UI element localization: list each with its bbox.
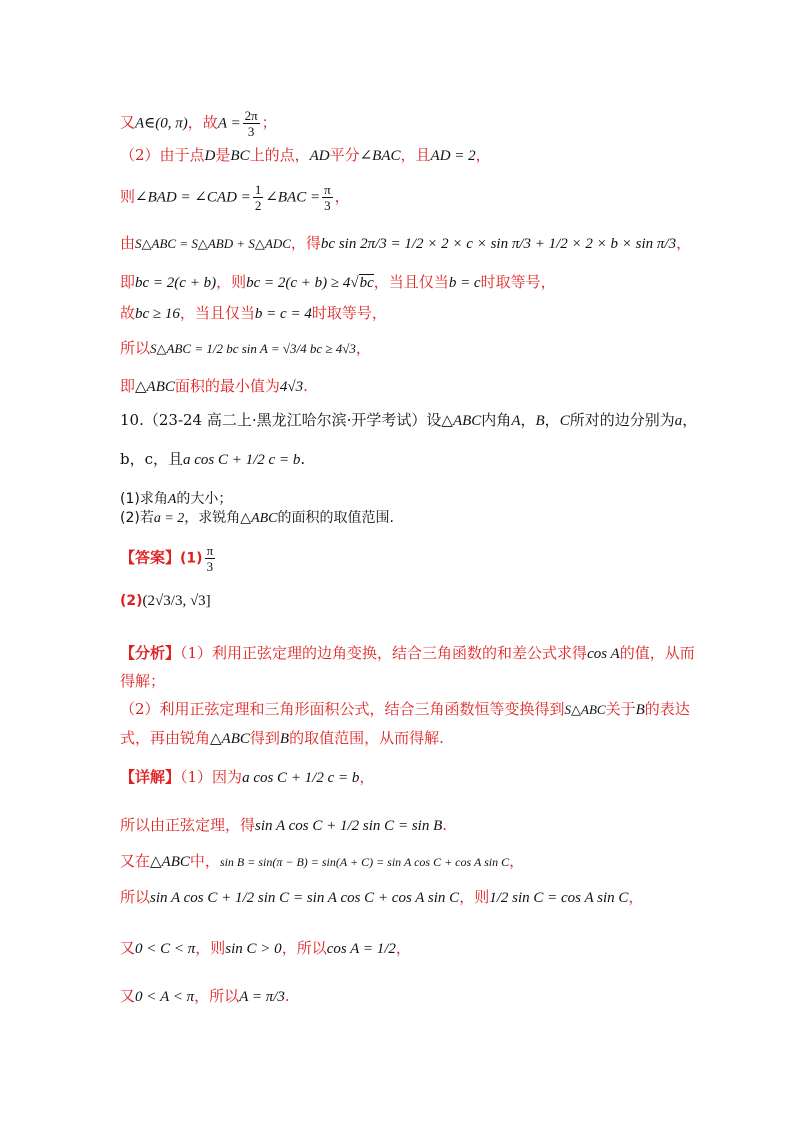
detail-label: 【详解】 — [120, 768, 181, 786]
detail-line-4: 所以sin A cos C + 1/2 sin C = sin A cos C + cos A sin C，则1/2 sin C = cos A sin C， — [120, 888, 644, 906]
detail-line-2: 所以由正弦定理，得sin A cos C + 1/2 sin C = sin B. — [120, 816, 448, 834]
problem-number: 10. — [120, 411, 144, 429]
solution-line-inequality: 即bc = 2(c + b)，则bc = 2(c + b) ≥ 4√bc，当且仅当b = c时取等号， — [120, 273, 556, 291]
problem-statement-line2: b，c，且a cos C + 1/2 c = b. — [120, 450, 306, 468]
solution-line-area-split: 由S△ABC = S△ABD + S△ADC，得bc sin 2π/3 = 1/2 × 2 × c × sin π/3 + 1/2 × 2 × b × sin π/3， — [120, 234, 692, 252]
solution-line-a-range: 又A∈(0, π)，故A = $\frac{2\pi}{3}$ ； — [120, 108, 277, 139]
answer-label: 【答案】 — [120, 548, 181, 567]
solution-line-bc-min: 故bc ≥ 16，当且仅当b = c = 4时取等号， — [120, 304, 387, 322]
solution-line-conclusion: 即△ABC面积的最小值为4√3. — [120, 377, 308, 395]
analysis-label: 【分析】 — [120, 644, 181, 662]
solution-line-part2-intro: （2）由于点D是BC上的点，AD平分∠BAC，且AD = 2， — [120, 146, 491, 164]
analysis-line-1: 【分析】（1）利用正弦定理的边角变换，结合三角函数的和差公式求得cos A的值，从而 — [120, 644, 695, 662]
detail-line-6: 又0 < A < π，所以A = π/3. — [120, 987, 290, 1005]
detail-line-3: 又在△ABC中，sin B = sin(π − B) = sin(A + C) = sin A cos C + cos A sin C， — [120, 852, 525, 870]
question-1: (1)求角A的大小； — [120, 491, 233, 507]
answer-line-2: (2)(2√3/3, √3] — [120, 593, 211, 609]
analysis-line-2: 得解； — [120, 672, 166, 690]
solution-line-area-bound: 所以S△ABC = 1/2 bc sin A = √3/4 bc ≥ 4√3， — [120, 339, 371, 357]
analysis-line-4: 式，再由锐角△ABC得到B的取值范围，从而得解. — [120, 729, 444, 747]
problem-statement-line1: 10.（23-24 高二上·黑龙江哈尔滨·开学考试）设△ABC内角A，B，C所对的边分别为a， — [120, 411, 698, 429]
analysis-line-3: （2）利用正弦定理和三角形面积公式，结合三角函数恒等变换得到S△ABC关于B的表达 — [120, 700, 690, 718]
detail-line-1: 【详解】（1）因为a cos C + 1/2 c = b， — [120, 768, 375, 786]
answer-line-1: 【答案】(1) $\frac{\pi}{3}$ — [120, 543, 214, 574]
detail-line-5: 又0 < C < π，则sin C > 0，所以cos A = 1/2， — [120, 939, 411, 957]
solution-line-angles: 则∠BAD = ∠CAD = $\frac{1}{2}$ ∠BAC = $\frac{\pi}{3}$ ， — [120, 182, 350, 213]
question-2: (2)若a = 2，求锐角△ABC的面积的取值范围. — [120, 510, 394, 526]
